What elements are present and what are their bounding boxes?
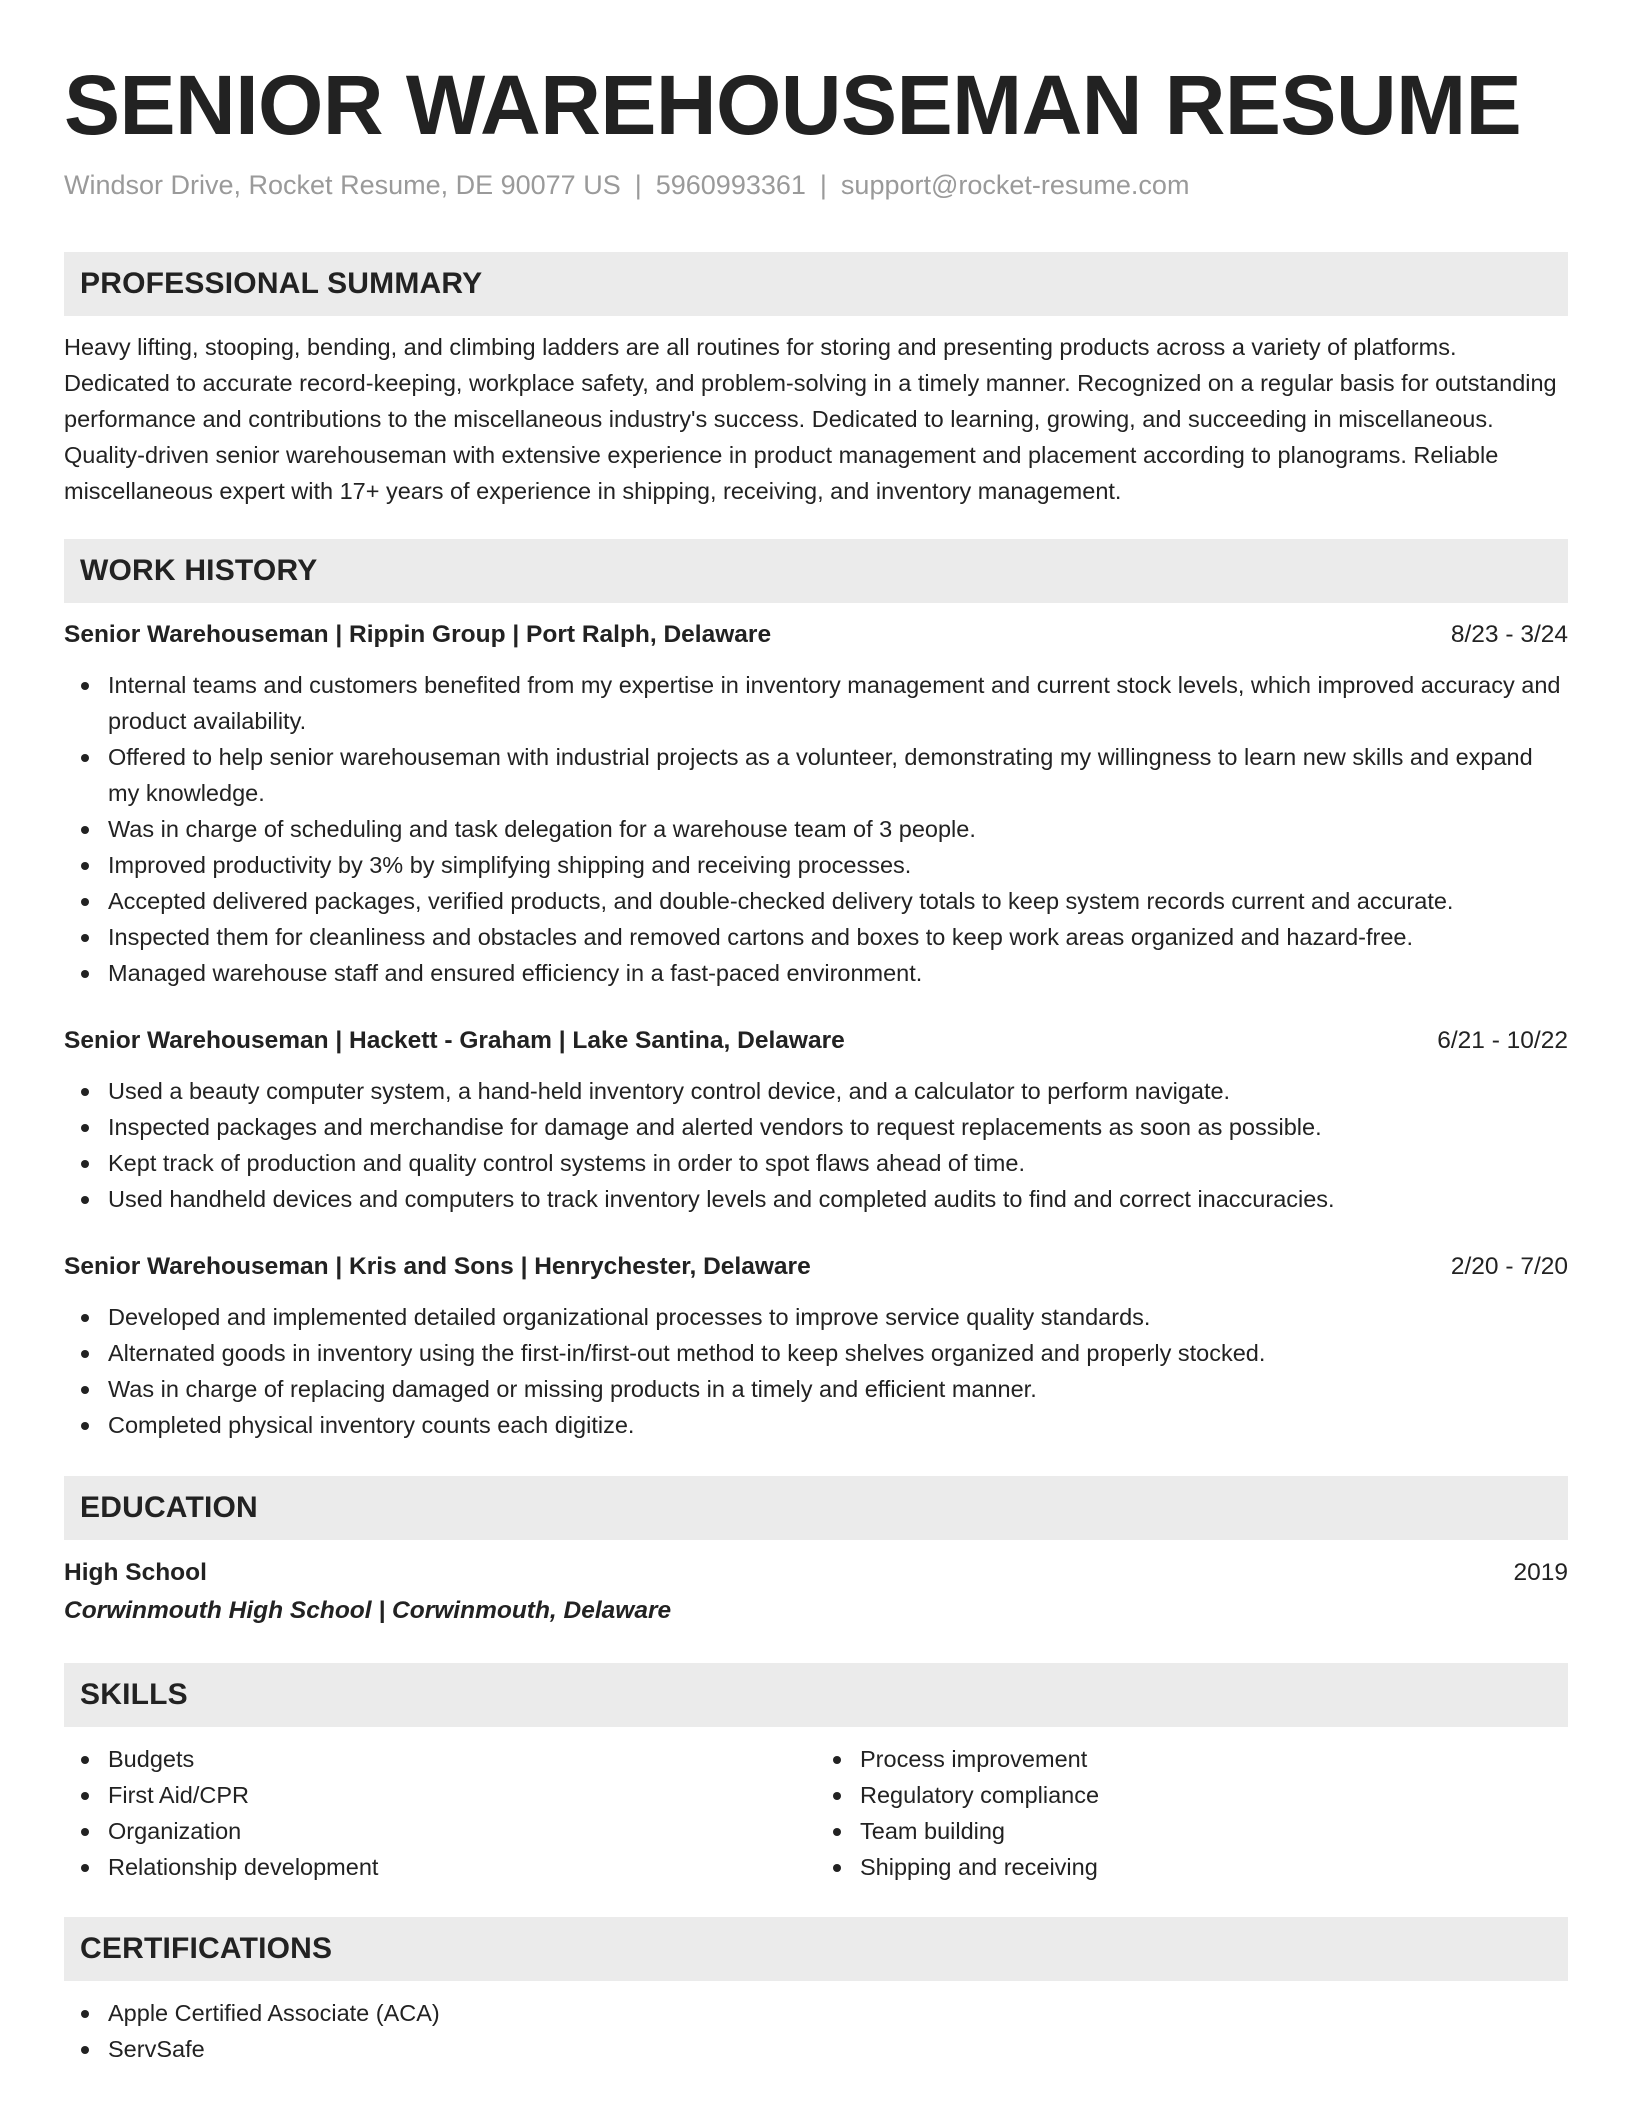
bullet-dot [833,1864,841,1872]
job-bullet-text: Inspected packages and merchandise for damage and alerted vendors to request replacements as soon as possible. [108,1114,1322,1140]
job-header-row [64,617,1568,653]
certification-text: ServSafe [108,2036,205,2062]
section-header-summary: PROFESSIONAL SUMMARY [64,252,1568,316]
bullet-dot [81,1756,89,1764]
job-bullet-text: Used handheld devices and computers to track inventory levels and completed audits to find and correct inaccuracies. [108,1186,1335,1212]
job-header-row [64,1023,1568,1059]
job-bullet-text: Managed warehouse staff and ensured efficiency in a fast-paced environment. [108,960,923,986]
contact-separator: | [634,170,642,200]
certifications-list [64,1995,1568,2067]
job-dates: 2/20 - 7/20 [1450,1253,1568,1280]
job-bullet [108,1371,1568,1407]
skill-text: Relationship development [108,1854,379,1880]
skill-text: Organization [108,1818,242,1844]
education-entry [64,1554,1568,1630]
bullet-dot [81,1792,89,1800]
job-bullet-text: Inspected them for cleanliness and obstacles and removed cartons and boxes to keep work areas organized and hazard-free. [108,924,1414,950]
bullet-dot [81,862,89,870]
bullet-dot [81,1828,89,1836]
job-bullet-text: Improved productivity by 3% by simplifying shipping and receiving processes. [108,852,912,878]
skill-text: Budgets [108,1746,195,1772]
section-header-work-history: WORK HISTORY [64,539,1568,603]
contact-address: Windsor Drive, Rocket Resume, DE 90077 US [64,170,621,200]
job-bullet-text: Developed and implemented detailed organizational processes to improve service quality standards. [108,1304,1151,1330]
job-title: Senior Warehouseman | Rippin Group | Port Ralph, Delaware [64,621,772,648]
contact-separator: | [819,170,827,200]
bullet-dot [81,1088,89,1096]
job-bullet [108,883,1568,919]
bullet-dot [81,682,89,690]
contact-phone: 5960993361 [655,170,806,200]
job-bullet [108,955,1568,991]
resume-title: SENIOR WAREHOUSEMAN RESUME [64,58,1522,152]
skills-grid [64,1741,1568,1885]
job-entry [64,1249,1568,1443]
bullet-dot [81,826,89,834]
job-bullet-text: Was in charge of scheduling and task delegation for a warehouse team of 3 people. [108,816,976,842]
job-bullet-text: Was in charge of replacing damaged or missing products in a timely and efficient manner. [108,1376,1037,1402]
job-bullet-list [64,1299,1568,1443]
section-header-certifications: CERTIFICATIONS [64,1917,1568,1981]
skill-item [108,1813,816,1849]
skill-item [860,1813,1568,1849]
job-entry [64,1023,1568,1217]
skills-list-left [64,1741,816,1885]
skill-item [860,1777,1568,1813]
job-bullet [108,1109,1568,1145]
bullet-dot [81,1864,89,1872]
summary-text: Heavy lifting, stooping, bending, and climbing ladders are all routines for storing and presenting products across a variety of platforms. Dedicated to accurate record-keeping, workplace safety, and problem-solving in a timely manner. Recognized on a regular basis for outstanding performance and contributions to the miscellaneous industry's success. Dedicated to learning, growing, and succeeding in miscellaneous. Quality-driven senior warehouseman with extensive experience in product management and placement according to planograms. Reliable miscellaneous expert with 17+ years of experience in shipping, receiving, and inventory management. [64,334,1557,504]
bullet-dot [81,934,89,942]
skill-item [108,1741,816,1777]
job-dates: 8/23 - 3/24 [1450,621,1568,648]
bullet-dot [81,2046,89,2054]
bullet-dot [81,2010,89,2018]
job-bullet-list [64,1073,1568,1217]
section-header-education: EDUCATION [64,1476,1568,1540]
skills-list-right [816,1741,1568,1885]
job-bullet-text: Used a beauty computer system, a hand-held inventory control device, and a calculator to perform navigate. [108,1078,1231,1104]
contact-email: support@rocket-resume.com [840,170,1190,200]
job-bullet-text: Alternated goods in inventory using the first-in/first-out method to keep shelves organized and properly stocked. [108,1340,1266,1366]
job-bullet [108,1145,1568,1181]
job-bullet [108,1335,1568,1371]
job-bullet [108,847,1568,883]
job-bullet-list [64,667,1568,991]
skill-text: Process improvement [860,1746,1088,1772]
contact-line [64,165,1568,205]
bullet-dot [81,970,89,978]
bullet-dot [833,1828,841,1836]
education-degree: High School [64,1559,207,1586]
skill-item [860,1741,1568,1777]
job-bullet [108,739,1568,811]
bullet-dot [81,1422,89,1430]
skill-text: Shipping and receiving [860,1854,1098,1880]
skill-item [108,1777,816,1813]
bullet-dot [81,1124,89,1132]
job-bullet [108,667,1568,739]
bullet-dot [833,1792,841,1800]
job-bullet-text: Internal teams and customers benefited from my expertise in inventory management and current stock levels, which improved accuracy and product availability. [108,672,1561,734]
bullet-dot [81,898,89,906]
job-bullet [108,1407,1568,1443]
job-dates: 6/21 - 10/22 [1437,1027,1568,1054]
certification-text: Apple Certified Associate (ACA) [108,2000,440,2026]
job-bullet [108,811,1568,847]
certification-item [108,1995,1568,2031]
job-title: Senior Warehouseman | Hackett - Graham | Lake Santina, Delaware [64,1027,845,1054]
skill-text: First Aid/CPR [108,1782,250,1808]
job-title: Senior Warehouseman | Kris and Sons | Henrychester, Delaware [64,1253,811,1280]
job-bullet [108,1181,1568,1217]
job-bullet [108,919,1568,955]
education-header-row [64,1554,1568,1592]
bullet-dot [81,754,89,762]
job-bullet [108,1299,1568,1335]
job-bullet-text: Accepted delivered packages, verified products, and double-checked delivery totals to keep system records current and accurate. [108,888,1454,914]
bullet-dot [81,1386,89,1394]
job-bullet-text: Kept track of production and quality control systems in order to spot flaws ahead of time. [108,1150,1025,1176]
skill-item [860,1849,1568,1885]
bullet-dot [81,1160,89,1168]
job-bullet [108,1073,1568,1109]
bullet-dot [81,1350,89,1358]
certification-item [108,2031,1568,2067]
job-entry [64,617,1568,991]
skill-text: Team building [860,1818,1006,1844]
bullet-dot [833,1756,841,1764]
education-year: 2019 [1513,1559,1568,1586]
skill-item [108,1849,816,1885]
education-school: Corwinmouth High School | Corwinmouth, Delaware [64,1597,672,1624]
job-bullet-text: Completed physical inventory counts each digitize. [108,1412,635,1438]
section-header-skills: SKILLS [64,1663,1568,1727]
bullet-dot [81,1314,89,1322]
job-header-row [64,1249,1568,1285]
bullet-dot [81,1196,89,1204]
job-bullet-text: Offered to help senior warehouseman with industrial projects as a volunteer, demonstrating my willingness to learn new skills and expand my knowledge. [108,744,1533,806]
skill-text: Regulatory compliance [860,1782,1100,1808]
